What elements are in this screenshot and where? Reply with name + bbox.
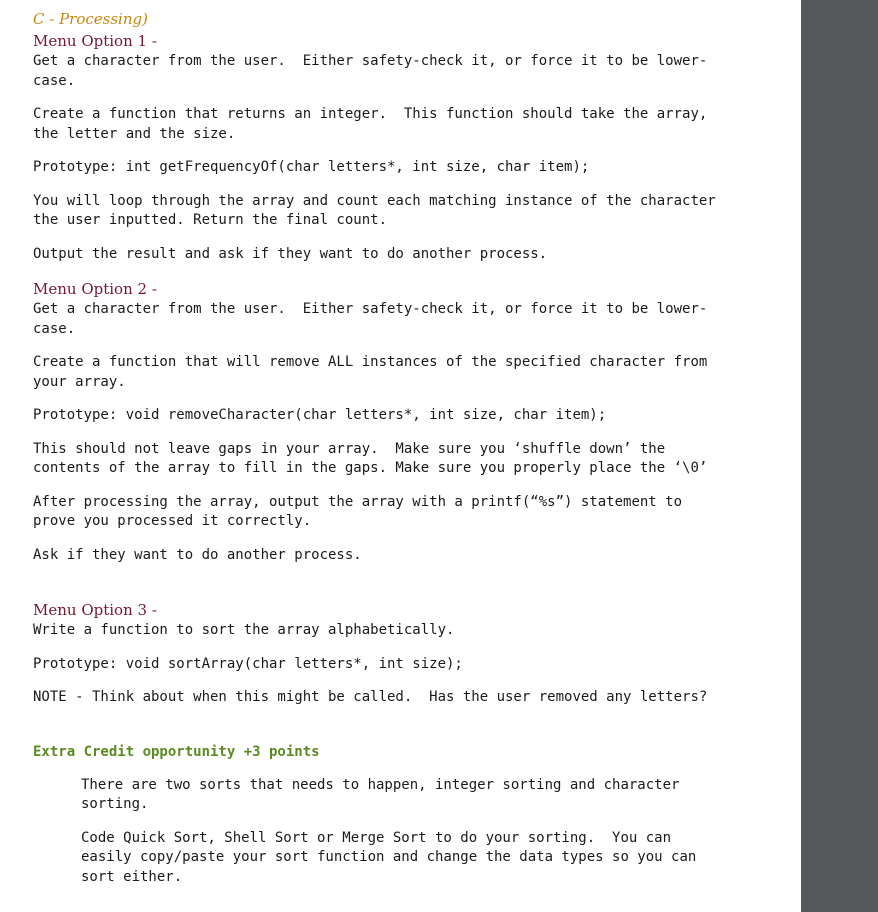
menu3-prototype-text: Prototype: void sortArray(char letters*, int size); <box>33 655 463 672</box>
menu1-function-text: Create a function that returns an integer. This function should take the array, the letter and the size. <box>33 106 708 142</box>
menu3-sort-text: Write a function to sort the array alphabetically. <box>33 622 455 638</box>
menu2-function-text: Create a function that will remove ALL instances of the specified character from your array. <box>33 354 708 390</box>
viewer-background <box>801 0 878 912</box>
section-title: C - Processing) <box>33 10 148 28</box>
menu1-prototype-text: Prototype: int getFrequencyOf(char letters*, int size, char item); <box>33 159 590 175</box>
menu1-get-character-text: Get a character from the user. Either safety-check it, or force it to be lower- case. <box>33 53 708 89</box>
menu-option-2-heading: Menu Option 2 - <box>33 280 157 298</box>
menu3-note-text: NOTE - Think about when this might be called. Has the user removed any letters? <box>33 689 708 705</box>
menu1-output-text: Output the result and ask if they want to do another process. <box>33 245 548 262</box>
menu-option-3-heading: Menu Option 3 - <box>33 601 157 619</box>
extra-credit-code-text: Code Quick Sort, Shell Sort or Merge Sort to do your sorting. You can easily copy/paste your sort function and change the data types so you can sort either. <box>81 829 697 885</box>
menu1-loop-text: You will loop through the array and count each matching instance of the character the user inputted. Return the final count. <box>33 192 716 228</box>
extra-credit-title: Extra Credit opportunity +3 points <box>33 743 320 760</box>
document-content <box>33 8 773 887</box>
menu-option-1-heading: Menu Option 1 - <box>33 32 157 50</box>
menu2-printf-text: After processing the array, output the array with a printf(“%s”) statement to prove you processed it correctly. <box>33 493 683 529</box>
extra-credit-sorts-text: There are two sorts that needs to happen, integer sorting and character sorting. <box>81 776 680 812</box>
menu2-ask-text: Ask if they want to do another process. <box>33 546 362 563</box>
menu2-get-character-text: Get a character from the user. Either safety-check it, or force it to be lower- case. <box>33 301 708 337</box>
menu2-prototype-text: Prototype: void removeCharacter(char letters*, int size, char item); <box>33 407 607 423</box>
extra-credit-body <box>33 776 773 888</box>
menu2-gaps-text: This should not leave gaps in your array. Make sure you ‘shuffle down’ the contents of the array to fill in the gaps. Make sure you properly place the ‘\0’ <box>33 440 708 476</box>
